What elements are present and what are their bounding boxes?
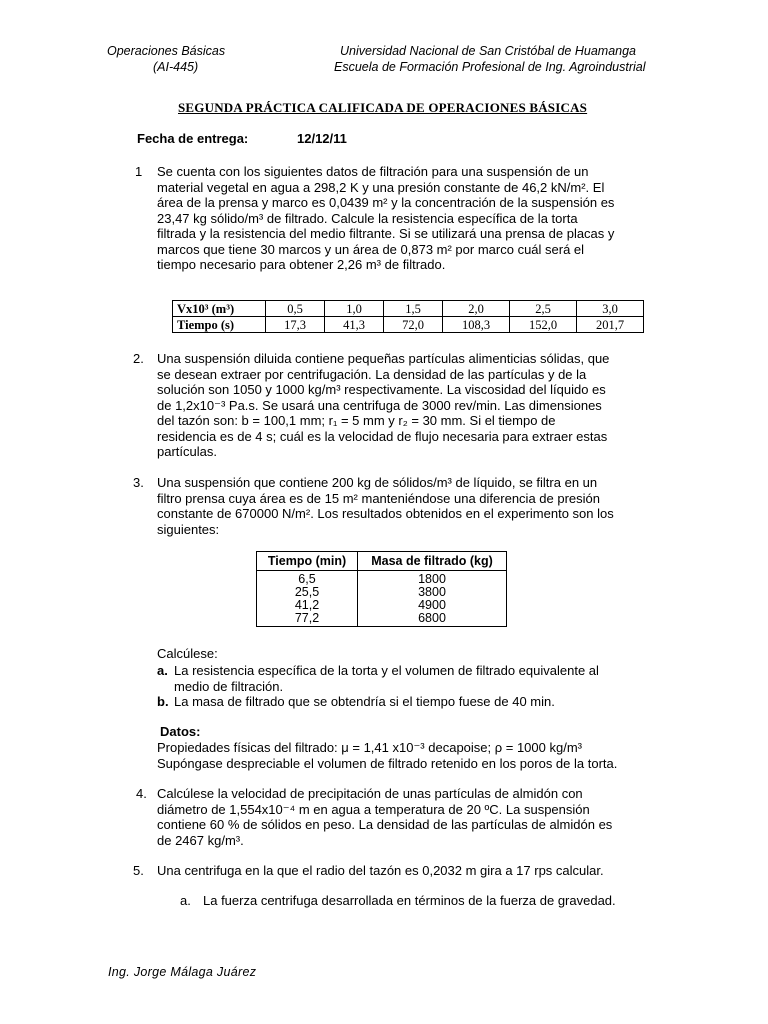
problem-5-item-a-text: La fuerza centrifuga desarrollada en términos de la fuerza de gravedad.: [203, 893, 616, 908]
problem-5-text: Una centrifuga en la que el radio del tazón es 0,2032 m gira a 17 rps calcular.: [157, 863, 604, 878]
table-row: [173, 301, 644, 317]
table-row: [257, 599, 507, 612]
table-cell: 2,0: [443, 301, 510, 317]
problem-2-line: de 1,2x10⁻³ Pa.s. Se usará una centrifuga de 3000 rev/min. Las dimensiones: [157, 397, 602, 413]
problem-3-line: Una suspensión que contiene 200 kg de sólidos/m³ de líquido, se filtra en un: [157, 475, 598, 490]
problem-1-text: [157, 164, 659, 273]
problem-4-text: [157, 786, 659, 848]
table-row: [257, 612, 507, 627]
table-cell: 77,2: [257, 612, 358, 627]
item-a-line: La resistencia específica de la torta y el volumen de filtrado equivalente al: [174, 663, 599, 678]
item-a-label: a.: [157, 663, 168, 678]
problem-1-number: 1: [135, 164, 143, 179]
table-cell: 1800: [358, 571, 507, 587]
problem-1-line: material vegetal en agua a 298,2 K y una presión constante de 46,2 kN/m². El: [157, 179, 605, 195]
table-cell: 0,5: [266, 301, 325, 317]
table-header-cell: Masa de filtrado (kg): [358, 552, 507, 571]
table-cell: 1,5: [384, 301, 443, 317]
table-cell: 41,2: [257, 599, 358, 612]
problem-2-line: se desean extraer por centrifugación. La densidad de las partículas y de la: [157, 366, 587, 382]
table-header-cell: Tiempo (s): [173, 317, 266, 333]
table-cell: 3,0: [577, 301, 644, 317]
item-a-line: medio de filtración.: [174, 678, 284, 694]
table-header-cell: Vx10³ (m³): [173, 301, 266, 317]
problem-1-line: Se cuenta con los siguientes datos de filtración para una suspensión de un: [157, 164, 589, 179]
filtration-table-2: [256, 551, 507, 627]
datos-line-1: Propiedades físicas del filtrado: μ = 1,41 x10⁻³ decapoise; ρ = 1000 kg/m³: [157, 740, 582, 755]
problem-4-number: 4.: [136, 786, 147, 801]
problem-2-line: solución son 1050 y 1000 kg/m³ respectivamente. La viscosidad del líquido es: [157, 382, 606, 397]
university-name: Universidad Nacional de San Cristóbal de Huamanga: [340, 44, 637, 58]
problem-1-line: marcos que tiene 30 marcos y un área de 0,873 m² por marco cuál será el: [157, 241, 585, 257]
table-cell: 17,3: [266, 317, 325, 333]
table-cell: 2,5: [510, 301, 577, 317]
table-cell: 6,5: [257, 571, 358, 587]
problem-3-text: [157, 475, 659, 537]
problem-4-line: diámetro de 1,554x10⁻⁴ m en agua a temperatura de 20 ºC. La suspensión: [157, 801, 590, 817]
table-cell: 41,3: [325, 317, 384, 333]
problem-5-item-a-label: a.: [180, 893, 191, 908]
calc-label: Calcúlese:: [157, 646, 218, 661]
datos-label: Datos:: [160, 724, 201, 739]
problem-5-number: 5.: [133, 863, 144, 878]
table-cell: 3800: [358, 586, 507, 599]
problem-2-line: residencia es de 4 s; cuál es la velocidad de flujo necesaria para extraer estas: [157, 428, 608, 444]
filtration-table-1: [172, 300, 644, 333]
page-title: SEGUNDA PRÁCTICA CALIFICADA DE OPERACIONES BÁSICAS: [178, 100, 588, 115]
problem-2-line: Una suspensión diluida contiene pequeñas partículas alimenticias sólidas, que: [157, 351, 610, 366]
header-left: [107, 43, 225, 75]
table-cell: 6800: [358, 612, 507, 627]
problem-1-line: filtrada y la resistencia del medio filtrante. Si se utilizará una prensa de placas y: [157, 226, 615, 241]
item-b-text: La masa de filtrado que se obtendría si el tiempo fuese de 40 min.: [174, 694, 555, 709]
problem-2-line: del tazón son: b = 100,1 mm; r₁ = 5 mm y r₂ = 30 mm. Si el tiempo de: [157, 413, 556, 428]
footer-author: Ing. Jorge Málaga Juárez: [108, 965, 257, 979]
due-date-label: Fecha de entrega:: [137, 131, 249, 146]
table-row: [173, 317, 644, 333]
table-cell: 152,0: [510, 317, 577, 333]
table-row: [257, 571, 507, 587]
header-right: [334, 43, 646, 75]
table-cell: 25,5: [257, 586, 358, 599]
problem-3-number: 3.: [133, 475, 144, 490]
table-cell: 72,0: [384, 317, 443, 333]
problem-3-line: constante de 670000 N/m². Los resultados obtenidos en el experimento son los: [157, 506, 614, 521]
problem-3-line: siguientes:: [157, 521, 220, 537]
due-date-value: 12/12/11: [297, 131, 347, 146]
problem-4-line: Calcúlese la velocidad de precipitación de unas partículas de almidón con: [157, 786, 583, 801]
course-name: Operaciones Básicas: [107, 44, 226, 58]
problem-2-line: partículas.: [157, 444, 217, 459]
problem-1-line: 23,47 kg sólido/m³ de filtrado. Calcule la resistencia específica de la torta: [157, 210, 578, 226]
item-b-label: b.: [157, 694, 169, 709]
problem-4-line: de 2467 kg/m³.: [157, 832, 244, 848]
table-header-cell: Tiempo (min): [257, 552, 358, 571]
table-cell: 1,0: [325, 301, 384, 317]
datos-line-2: Supóngase despreciable el volumen de filtrado retenido en los poros de la torta.: [157, 756, 618, 771]
table-cell: 201,7: [577, 317, 644, 333]
problem-1-line: tiempo necesario para obtener 2,26 m³ de filtrado.: [157, 257, 446, 272]
course-code: (AI-445): [153, 60, 199, 74]
problem-4-line: contiene 60 % de sólidos en peso. La densidad de las partículas de almidón es: [157, 817, 613, 832]
problem-3-line: filtro prensa cuya área es de 15 m² manteniéndose una diferencia de presión: [157, 490, 600, 506]
table-cell: 108,3: [443, 317, 510, 333]
item-a-text: [174, 663, 659, 694]
problem-1-line: área de la prensa y marco es 0,0439 m² y la concentración de la suspensión es: [157, 195, 615, 210]
problem-2-text: [157, 351, 659, 460]
table-cell: 4900: [358, 599, 507, 612]
table-row: [257, 586, 507, 599]
school-name: Escuela de Formación Profesional de Ing. Agroindustrial: [334, 60, 646, 74]
table-header-row: [257, 552, 507, 571]
problem-2-number: 2.: [133, 351, 144, 366]
